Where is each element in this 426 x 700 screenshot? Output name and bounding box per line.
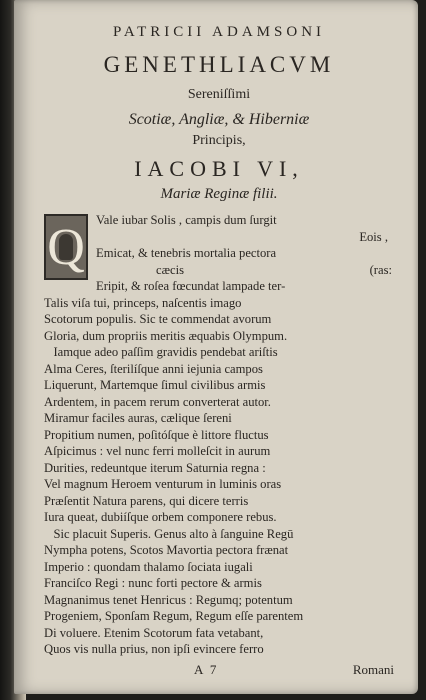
poem-line: Propitium numen, poſitóſque è littore fluctus xyxy=(44,427,269,442)
title-line-serenissimi: Sereniſſimi xyxy=(187,87,251,102)
poem-line: Alma Ceres, ſterilíſque anni iejunia campos xyxy=(44,361,263,376)
poem-fragment: cæcis xyxy=(156,262,184,277)
page-content xyxy=(44,22,394,678)
poem-body xyxy=(44,212,394,658)
poem-line: Imperio : quondam thalamo ſociata iugali xyxy=(44,559,253,574)
poem-line: Eois , xyxy=(359,229,388,244)
title-line-principis: Principis, xyxy=(192,133,246,148)
poem-line: Quos vis nulla prius, non ipſi evincere ferro xyxy=(44,642,264,656)
title-block xyxy=(44,22,394,204)
poem-line: Eripit, & roſea fœcundat lampade ter- xyxy=(96,279,286,293)
initial-letter: Q xyxy=(47,219,85,276)
page-footer xyxy=(44,662,394,678)
title-line-king: IACOBI VI, xyxy=(134,156,304,181)
poem-line: Gloria, dum propriis meritis æquabis Olympum. xyxy=(44,328,288,343)
decorated-initial xyxy=(44,214,88,280)
poem-line: Di voluere. Etenim Scotorum fata vetabant, xyxy=(44,625,264,640)
title-line-kingdoms: Scotiæ, Angliæ, & Hiberniæ xyxy=(128,111,310,128)
poem-line: Iura queat, dubiíſque orbem componere rebus. xyxy=(44,510,277,524)
poem-line: Præſentit Natura parens, qui dicere terris xyxy=(44,493,249,508)
poem-line: Ardentem, in pacem rerum converterat autor. xyxy=(44,394,271,409)
poem-line: Iamque adeo paſſim gravidis pendebat ariſtis xyxy=(44,345,278,359)
poem-line: Liquerunt, Martemque ſimul civilibus armis xyxy=(44,378,266,392)
signature-mark: A 7 xyxy=(194,661,219,677)
poem-line: Progeniem, Sponſam Regum, Regum eſſe parentem xyxy=(44,609,304,623)
catchword: Romani xyxy=(352,661,394,677)
poem-line: Vale iubar Solis , campis dum ſurgit xyxy=(96,213,277,227)
poem-line: Scotorum populis. Sic te commendat avorum xyxy=(44,312,272,326)
book-page xyxy=(14,0,418,694)
poem-line: Miramur faciles auras, cælique ſereni xyxy=(44,411,232,425)
author-name: PATRICII ADAMSONI xyxy=(112,24,326,40)
poem-line: Talis viſa tui, princeps, naſcentis imago xyxy=(44,295,242,310)
poem-line: Nympha potens, Scotos Mavortia pectora frænat xyxy=(44,543,289,557)
poem-line: Magnanimus tenet Henricus : Regumq; potentum xyxy=(44,592,293,607)
poem-line: Aſpicimus : vel nunc ferri molleſcit in aurum xyxy=(44,444,271,458)
poem-line: Emicat, & tenebris mortalia pectora xyxy=(96,246,277,260)
work-title: GENETHLIACVM xyxy=(103,52,335,77)
poem-line: Franciſco Regi : nunc forti pectore & armis xyxy=(44,576,262,590)
poem-line: Durities, redeuntque iterum Saturnia regna : xyxy=(44,460,266,475)
poem-line: Vel magnum Heroem venturum in luminis oras xyxy=(44,477,282,491)
title-line-filii: Mariæ Reginæ filii. xyxy=(160,186,278,202)
poem-line: Sic placuit Superis. Genus alto à ſanguine Regū xyxy=(44,526,294,541)
poem-fragment: (ras: xyxy=(369,262,392,277)
poem-line-cont xyxy=(44,262,394,279)
